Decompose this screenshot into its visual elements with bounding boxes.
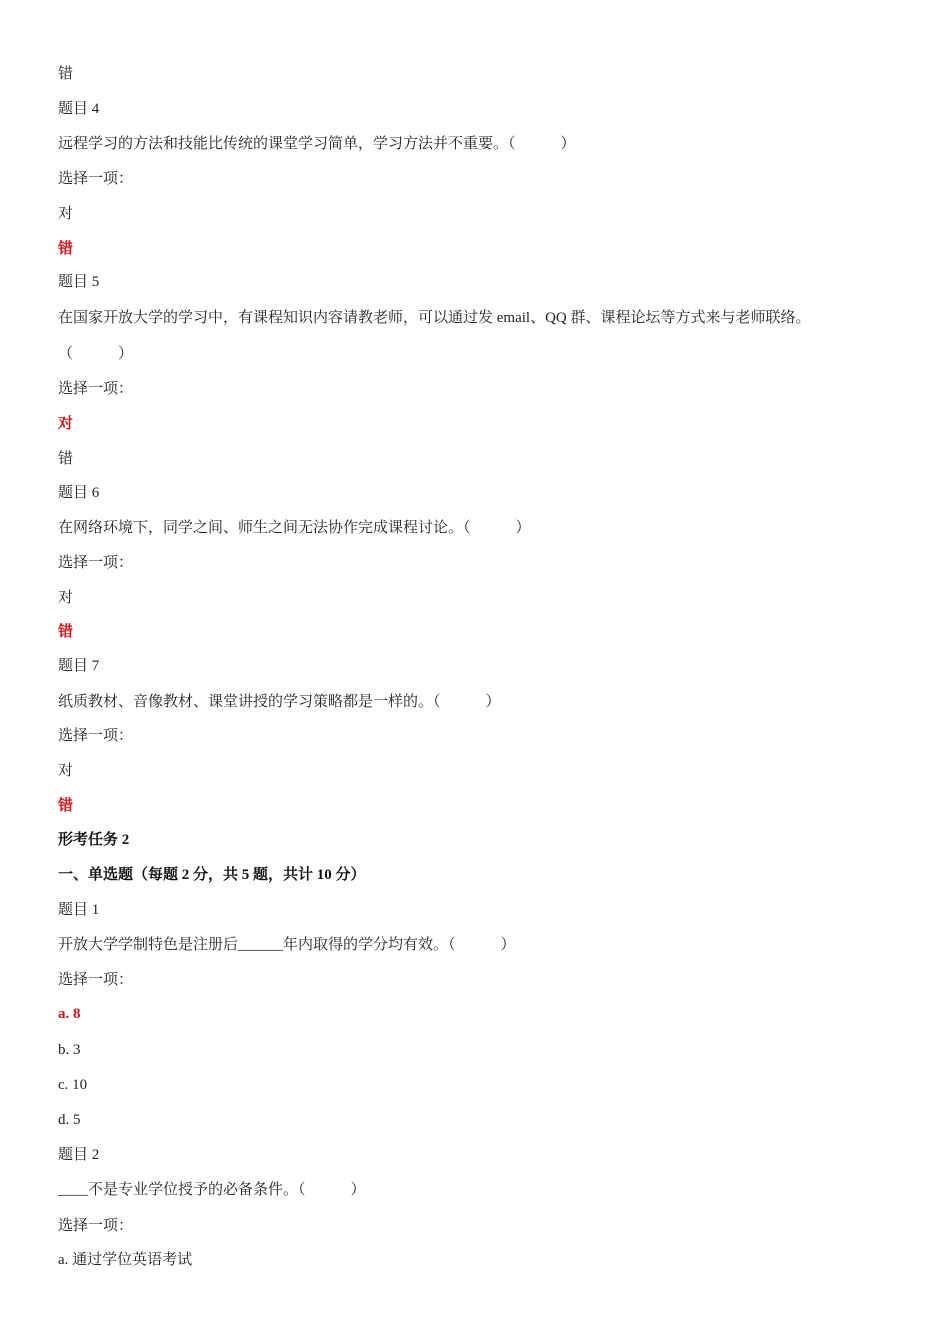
option-a: a. 通过学位英语考试 [58,1252,193,1268]
choose-one-label: 选择一项： [58,171,134,187]
question-1-text: 开放大学学制特色是注册后______年内取得的学分均有效。（ ） [58,937,516,953]
section-heading: 形考任务 2 [58,832,130,848]
question-1-heading: 题目 1 [58,902,100,918]
choose-one-label: 选择一项： [58,728,134,744]
option-right-answer: 对 [58,416,74,432]
option-a-answer: a. 8 [58,1006,81,1022]
question-6-heading: 题目 6 [58,485,100,501]
question-5-paren: （ ） [58,346,134,362]
choose-one-label: 选择一项： [58,381,134,397]
option-right: 对 [58,590,74,606]
question-4-text: 远程学习的方法和技能比传统的课堂学习简单，学习方法并不重要。（ ） [58,136,576,152]
option-b: b. 3 [58,1042,81,1058]
choose-one-label: 选择一项： [58,972,134,988]
question-7-text: 纸质教材、音像教材、课堂讲授的学习策略都是一样的。（ ） [58,694,501,710]
question-2-text: ____不是专业学位授予的必备条件。（ ） [58,1182,366,1198]
question-7-heading: 题目 7 [58,658,100,674]
option-right: 对 [58,206,74,222]
subsection-heading: 一、单选题（每题 2 分，共 5 题，共计 10 分） [58,867,366,883]
choose-one-label: 选择一项： [58,1218,134,1234]
option-c: c. 10 [58,1077,88,1093]
option-wrong: 错 [58,451,74,467]
question-5-heading: 题目 5 [58,274,100,290]
choose-one-label: 选择一项： [58,555,134,571]
question-5-text: 在国家开放大学的学习中，有课程知识内容请教老师，可以通过发 email、QQ 群、课程论坛等方式来与老师联络。 [58,310,811,326]
question-4-heading: 题目 4 [58,101,100,117]
option-wrong-answer: 错 [58,241,74,257]
option-right: 对 [58,763,74,779]
option-wrong-answer: 错 [58,624,74,640]
option-wrong: 错 [58,66,74,82]
question-6-text: 在网络环境下，同学之间、师生之间无法协作完成课程讨论。（ ） [58,520,531,536]
question-2-heading: 题目 2 [58,1147,100,1163]
option-wrong-answer: 错 [58,798,74,814]
option-d: d. 5 [58,1112,81,1128]
